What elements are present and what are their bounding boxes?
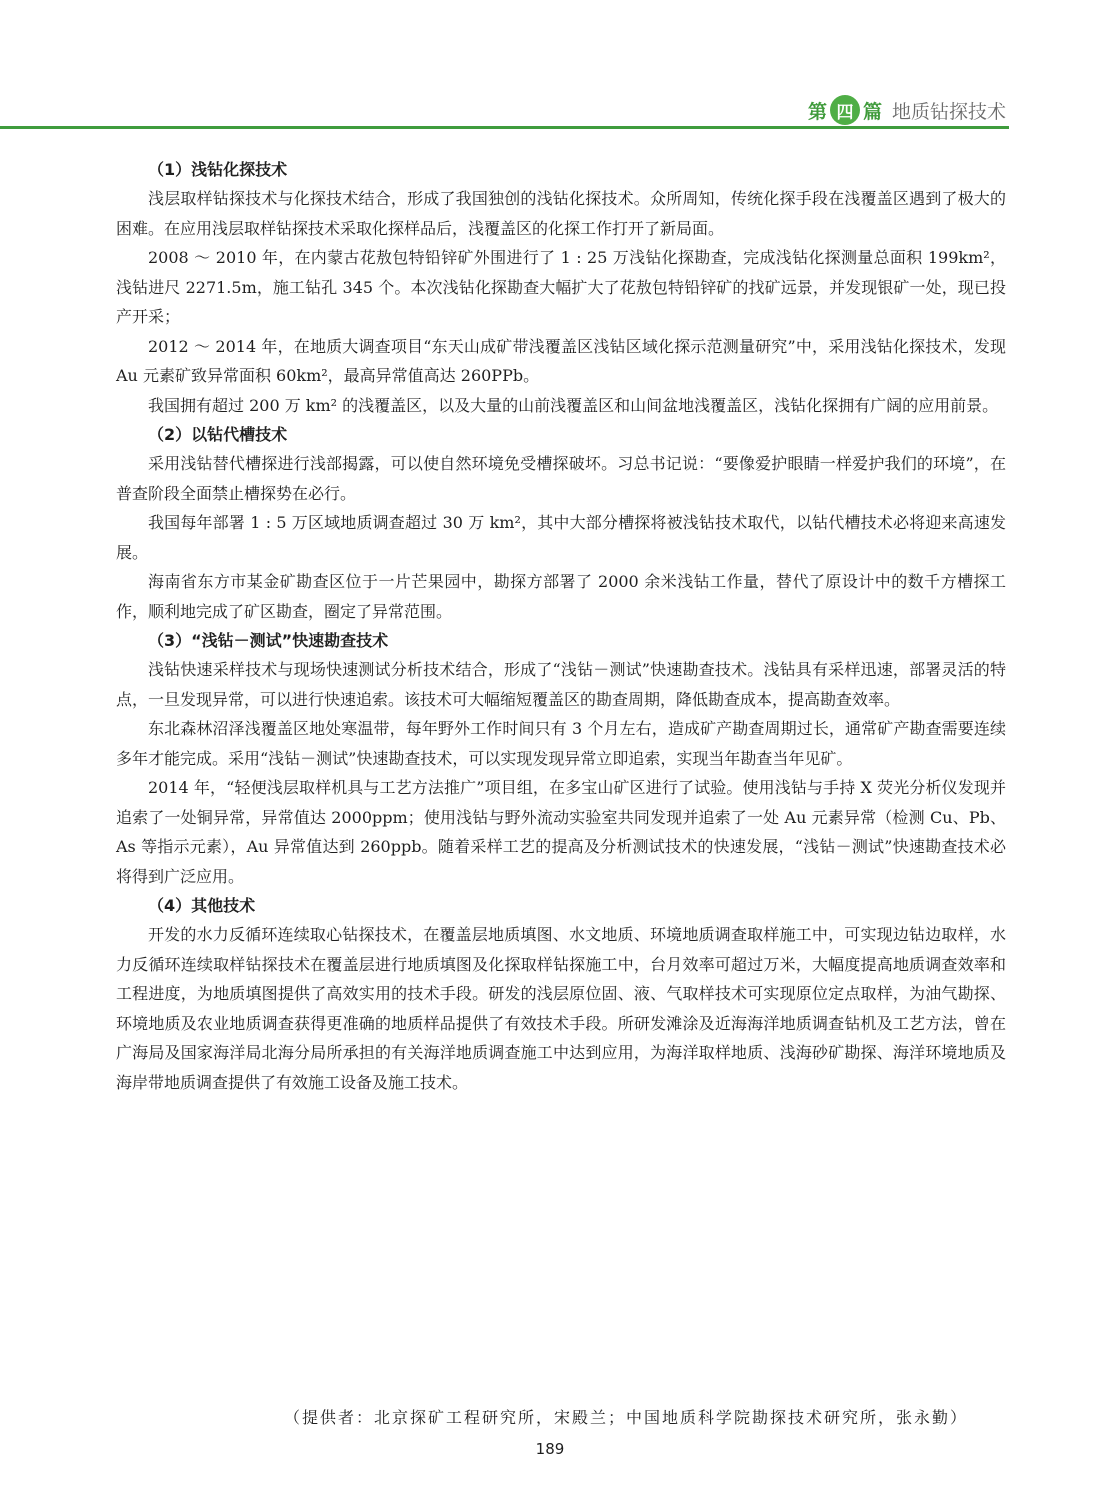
paragraph: 开发的水力反循环连续取心钻探技术，在覆盖层地质填图、水文地质、环境地质调查取样施工中，可实现边钻边取样，水力反循环连续取样钻探技术在覆盖层进行地质填图及化探取样钻探施工中，台月效率可超过万米，大幅度提高地质调查效率和工程进度，为地质填图提供了高效实用的技术手段。研发的浅层原位固、液、气取样技术可实现原位定点取样，为油气勘探、环境地质及农业地质调查获得更准确的地质样品提供了有效技术手段。所研发滩涂及近海海洋地质调查钻机及工艺方法，曾在广海局及国家海洋局北海分局所承担的有关海洋地质调查施工中达到应用，为海洋取样地质、浅海砂矿勘探、海洋环境地质及海岸带地质调查提供了有效施工设备及施工技术。 (116, 925, 1006, 1092)
chapter-title: 地质钻探技术 (891, 100, 1006, 123)
paragraph: 浅层取样钻探技术与化探技术结合，形成了我国独创的浅钻化探技术。众所周知，传统化探手段在浅覆盖区遇到了极大的困难。在应用浅层取样钻探技术采取化探样品后，浅覆盖区的化探工作打开了新局面。 (116, 189, 1006, 238)
paragraph: 我国每年部署 1 : 5 万区域地质调查超过 30 万 km²，其中大部分槽探将被浅钻技术取代，以钻代槽技术必将迎来高速发展。 (116, 513, 1006, 562)
paragraph: 海南省东方市某金矿勘查区位于一片芒果园中，勘探方部署了 2000 余米浅钻工作量，替代了原设计中的数千方槽探工作，顺利地完成了矿区勘查，圈定了异常范围。 (116, 572, 1006, 621)
chapter-label (808, 95, 882, 125)
section-heading-3: （3）“浅钻－测试”快速勘查技术 (148, 631, 389, 650)
page-number: 189 (535, 1440, 565, 1458)
running-header (808, 92, 1006, 128)
chapter-prefix: 第 (807, 100, 827, 123)
section-heading-2: （2）以钻代槽技术 (148, 425, 288, 444)
section-heading-4: （4）其他技术 (148, 896, 256, 915)
chapter-suffix: 篇 (862, 100, 882, 123)
paragraph: 2012 ～ 2014 年，在地质大调查项目“东天山成矿带浅覆盖区浅钻区域化探示范测量研究”中，采用浅钻化探技术，发现 Au 元素矿致异常面积 60km²，最高异常值高达 260PPb。 (116, 336, 1006, 385)
paragraph: 2014 年，“轻便浅层取样机具与工艺方法推广”项目组，在多宝山矿区进行了试验。使用浅钻与手持 X 荧光分析仪发现并追索了一处铜异常，异常值达 2000ppm；使用浅钻与野外流动实验室共同发现并追索了一处 Au 元素异常（检测 Cu、Pb、As 等指示元素），Au 异常值达到 260ppb。随着采样工艺的提高及分析测试技术的快速发展，“浅钻－测试”快速勘查技术必将得到广泛应用。 (116, 778, 1006, 886)
page-body (116, 155, 1006, 1097)
section-heading-1: （1）浅钻化探技术 (148, 160, 288, 179)
paragraph: 我国拥有超过 200 万 km² 的浅覆盖区，以及大量的山前浅覆盖区和山间盆地浅覆盖区，浅钻化探拥有广阔的应用前景。 (148, 395, 999, 415)
credit-line: （提供者：北京探矿工程研究所，宋殿兰；中国地质科学院勘探技术研究所，张永勤） (283, 1408, 968, 1427)
chapter-number-badge: 四 (830, 95, 860, 125)
paragraph: 浅钻快速采样技术与现场快速测试分析技术结合，形成了“浅钻－测试”快速勘查技术。浅钻具有采样迅速，部署灵活的特点，一旦发现异常，可以进行快速追索。该技术可大幅缩短覆盖区的勘查周期，降低勘查成本，提高勘查效率。 (116, 660, 1006, 709)
header-rule (0, 126, 1009, 129)
paragraph: 东北森林沼泽浅覆盖区地处寒温带，每年野外工作时间只有 3 个月左右，造成矿产勘查周期过长，通常矿产勘查需要连续多年才能完成。采用“浅钻－测试”快速勘查技术，可以实现发现异常立即追索，实现当年勘查当年见矿。 (116, 719, 1006, 768)
paragraph: 采用浅钻替代槽探进行浅部揭露，可以使自然环境免受槽探破坏。习总书记说：“要像爱护眼睛一样爱护我们的环境”，在普查阶段全面禁止槽探势在必行。 (116, 454, 1006, 503)
paragraph: 2008 ～ 2010 年，在内蒙古花敖包特铅锌矿外围进行了 1 : 25 万浅钻化探勘查，完成浅钻化探测量总面积 199km²，浅钻进尺 2271.5m，施工钻孔 345 个。本次浅钻化探勘查大幅扩大了花敖包特铅锌矿的找矿远景，并发现银矿一处，现已投产开采； (116, 248, 1006, 326)
